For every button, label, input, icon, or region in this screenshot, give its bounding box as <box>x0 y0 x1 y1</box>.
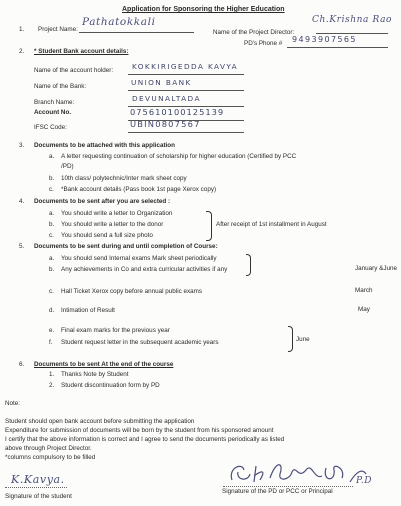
section-3-item-c-mark: c. <box>49 186 54 193</box>
section-5-brace-ab <box>246 254 251 276</box>
section-6-item-2-mark: 2. <box>49 382 55 389</box>
section-6-item-1-mark: 1. <box>49 371 55 378</box>
director-label: Name of the Project Director: <box>213 29 295 36</box>
section-4-item-c-mark: c. <box>49 232 54 239</box>
section-4-item-c: You should send a full size photo <box>61 232 153 239</box>
note-line-4: above through Project Director. <box>5 445 92 452</box>
holder-label: Name of the account holder: <box>34 67 114 74</box>
director-value: Ch.Krishna Rao <box>312 15 393 25</box>
pd-signature-line <box>223 486 353 487</box>
section-6-item-1: Thanks Note by Student <box>61 371 129 378</box>
student-signature-line <box>5 487 67 488</box>
section-3-item-b-mark: b. <box>49 175 55 182</box>
section-3-item-a-mark: a. <box>49 153 55 160</box>
bank-label: Name of the Bank: <box>34 83 87 90</box>
section-5-item-f: Student request letter in the subsequent academic years <box>61 339 219 346</box>
section-5-item-f-mark: f. <box>49 339 53 346</box>
note-line-3: I certify that the above information is correct and I agree to send the documents periodically as listed <box>5 436 285 443</box>
form-title: Application for Sponsoring the Higher Education <box>122 6 285 13</box>
when-ef: June <box>296 336 310 343</box>
section-5-item-e: Final exam marks for the previous year <box>61 327 170 334</box>
section-4-item-a-mark: a. <box>49 210 55 217</box>
section-5-brace-ef <box>288 326 293 352</box>
section-4-brace <box>206 211 212 241</box>
section-6-item-2: Student discontinuation form by PD <box>61 382 160 389</box>
section-5-item-a: You should send Internal exams Mark sheet periodically <box>61 255 217 262</box>
note-line-2: Expenditure for submission of documents will be born by the student from his sponsored amount <box>5 427 274 434</box>
holder-value: KOKKIRIGEDDA KAVYA <box>132 62 239 71</box>
bank-details-heading: * Student Bank account details: <box>34 48 129 55</box>
section-4-heading: Documents to be sent after you are selected : <box>34 198 171 205</box>
section-5-item-c: Hall Ticket Xerox copy before annual public exams <box>61 288 203 295</box>
phone-label: PD's Phone # <box>244 40 283 47</box>
section-5-item-b-mark: b. <box>49 266 55 273</box>
section-4-item-a: You should write a letter to Organization <box>61 210 173 217</box>
branch-value: DEVUNALTADA <box>132 94 201 103</box>
section-5-number: 5. <box>19 243 25 250</box>
project-name-label: Project Name: <box>38 26 78 33</box>
section-5-item-c-mark: c. <box>49 288 54 295</box>
note-line-5: *columns compulsory to be filled <box>5 454 96 461</box>
section-5-item-d: Intimation of Result <box>61 307 115 314</box>
phone-value: 9493907565 <box>292 35 357 44</box>
section-3-heading: Documents to be attached with this application <box>34 142 175 149</box>
bank-value: UNION BANK <box>131 78 192 87</box>
section-3-item-a: A letter requesting continuation of scholarship for higher education (Certified by PCC <box>61 153 297 160</box>
section-3-item-c: *Bank account details (Pass book 1st page Xerox copy) <box>61 186 217 193</box>
section-5-item-d-mark: d. <box>49 307 55 314</box>
section-3-number: 3. <box>19 142 25 149</box>
ifsc-label: IFSC Code: <box>34 124 67 131</box>
note-line-1: Student should open bank account before submitting the application <box>5 418 195 425</box>
section-5-item-a-mark: a. <box>49 255 55 262</box>
section-4-note: After receipt of 1st installment in August <box>216 221 327 228</box>
section-5-heading: Documents to be sent during and until completion of Course: <box>34 243 218 250</box>
account-label: Account No. <box>34 109 72 116</box>
when-ab: January &June <box>355 265 398 272</box>
when-c: March <box>355 287 373 294</box>
section-5-item-e-mark: e. <box>49 327 55 334</box>
section-4-number: 4. <box>19 198 25 205</box>
section-6-heading: Documents to be sent At the end of the course <box>34 361 174 368</box>
project-name-value: Pathatokkali <box>82 16 156 28</box>
branch-label: Branch Name: <box>34 99 75 106</box>
student-signature-label: Signature of the student <box>5 493 72 500</box>
pd-signature-label: Signature of the PD or PCC or Principal <box>222 488 333 495</box>
section-4-item-b-mark: b. <box>49 221 55 228</box>
student-signature: K.Kavya. <box>11 473 65 486</box>
section-1-number: 1. <box>19 26 25 33</box>
section-5-item-b: Any achievements in Co and extra curricular activities if any <box>61 266 228 273</box>
when-d: May <box>358 306 370 313</box>
note-label: Note: <box>5 400 21 407</box>
section-4-item-b: You should write a letter to the donor <box>61 221 164 228</box>
section-3-item-b: 10th class/ polytechnic/Inter mark sheet copy <box>61 175 187 182</box>
account-value: 075610100125139 <box>130 107 225 117</box>
pd-initials: P.D <box>356 476 373 486</box>
section-2-number: 2. <box>19 48 25 55</box>
ifsc-value: UBIN0807567 <box>130 119 201 129</box>
section-3-item-a-cont: /PD) <box>61 163 74 170</box>
section-6-number: 6. <box>19 361 25 368</box>
